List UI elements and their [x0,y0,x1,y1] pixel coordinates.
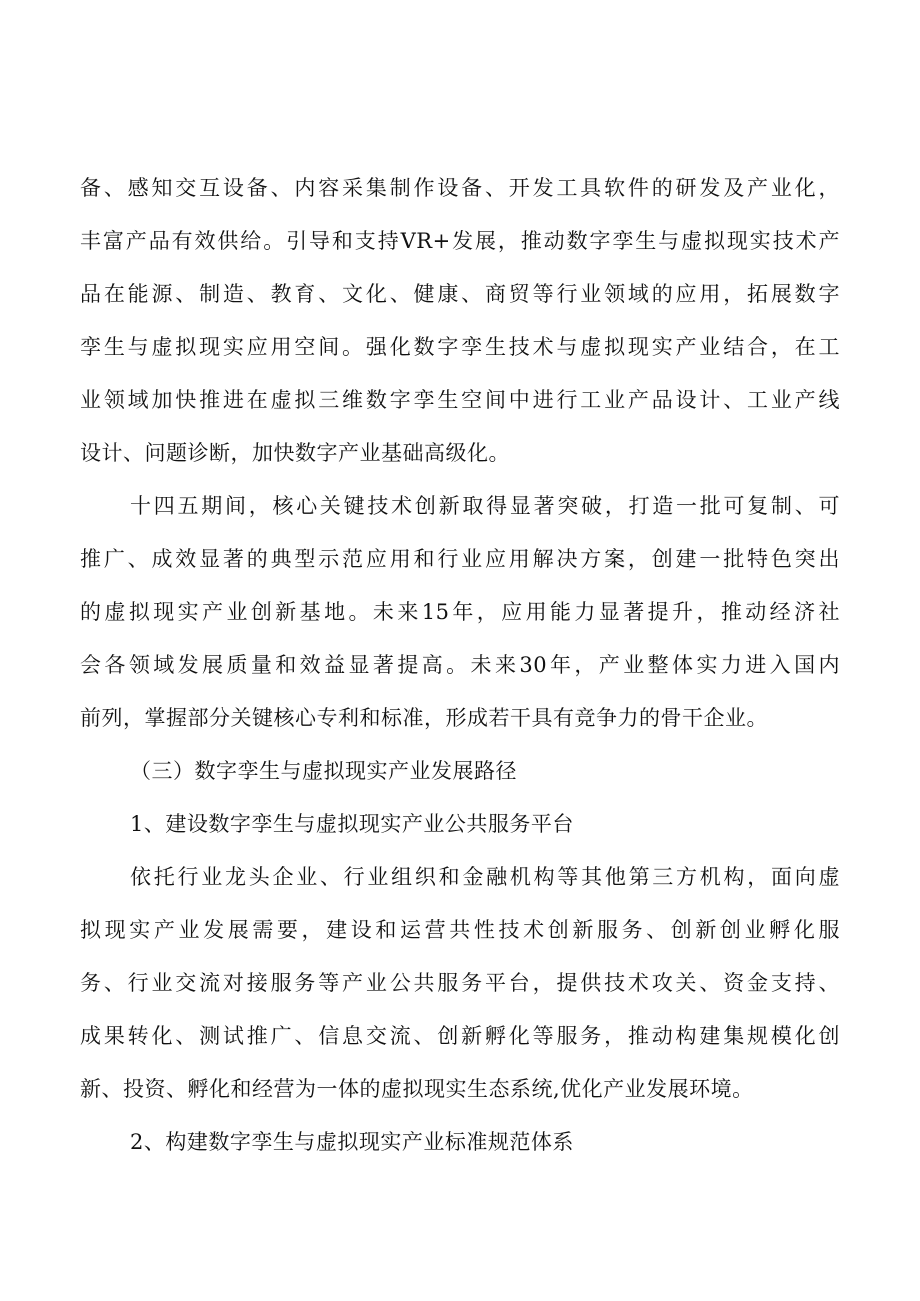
paragraph-line: 丰富产品有效供给。引导和支持VR+发展，推动数字孪生与虚拟现实技术产 [80,229,840,253]
paragraph-line: 依托行业龙头企业、行业组织和金融机构等其他第三方机构，面向虚 [130,865,840,889]
paragraph-line: 务、行业交流对接服务等产业公共服务平台，提供技术攻关、资金支持、 [80,971,840,995]
paragraph-line: 品在能源、制造、教育、文化、健康、商贸等行业领域的应用，拓展数字 [80,282,840,306]
paragraph-line: 成果转化、测试推广、信息交流、创新孵化等服务，推动构建集规模化创 [80,1024,840,1048]
subsection-heading: 2、构建数字孪生与虚拟现实产业标准规范体系 [130,1130,574,1154]
paragraph-line: 的虚拟现实产业创新基地。未来15年，应用能力显著提升，推动经济社 [80,600,840,624]
paragraph-line: 备、感知交互设备、内容采集制作设备、开发工具软件的研发及产业化， [80,176,840,200]
subsection-heading: 1、建设数字孪生与虚拟现实产业公共服务平台 [130,812,574,836]
paragraph-line: 推广、成效显著的典型示范应用和行业应用解决方案，创建一批特色突出 [80,547,840,571]
paragraph-line: 会各领域发展质量和效益显著提高。未来30年，产业整体实力进入国内 [80,653,840,677]
section-heading: （三）数字孪生与虚拟现实产业发展路径 [130,759,517,783]
paragraph-line: 十四五期间，核心关键技术创新取得显著突破，打造一批可复制、可 [130,494,840,518]
paragraph-line: 业领域加快推进在虚拟三维数字孪生空间中进行工业产品设计、工业产线 [80,388,840,412]
paragraph-line: 拟现实产业发展需要，建设和运营共性技术创新服务、创新创业孵化服 [80,918,840,942]
paragraph-line: 设计、问题诊断，加快数字产业基础高级化。 [80,441,510,465]
paragraph-line: 孪生与虚拟现实应用空间。强化数字孪生技术与虚拟现实产业结合，在工 [80,335,840,359]
paragraph-line: 前列，掌握部分关键核心专利和标准，形成若干具有竞争力的骨干企业。 [80,706,768,730]
paragraph-line: 新、投资、孵化和经营为一体的虚拟现实生态系统,优化产业发展环境。 [80,1077,754,1101]
